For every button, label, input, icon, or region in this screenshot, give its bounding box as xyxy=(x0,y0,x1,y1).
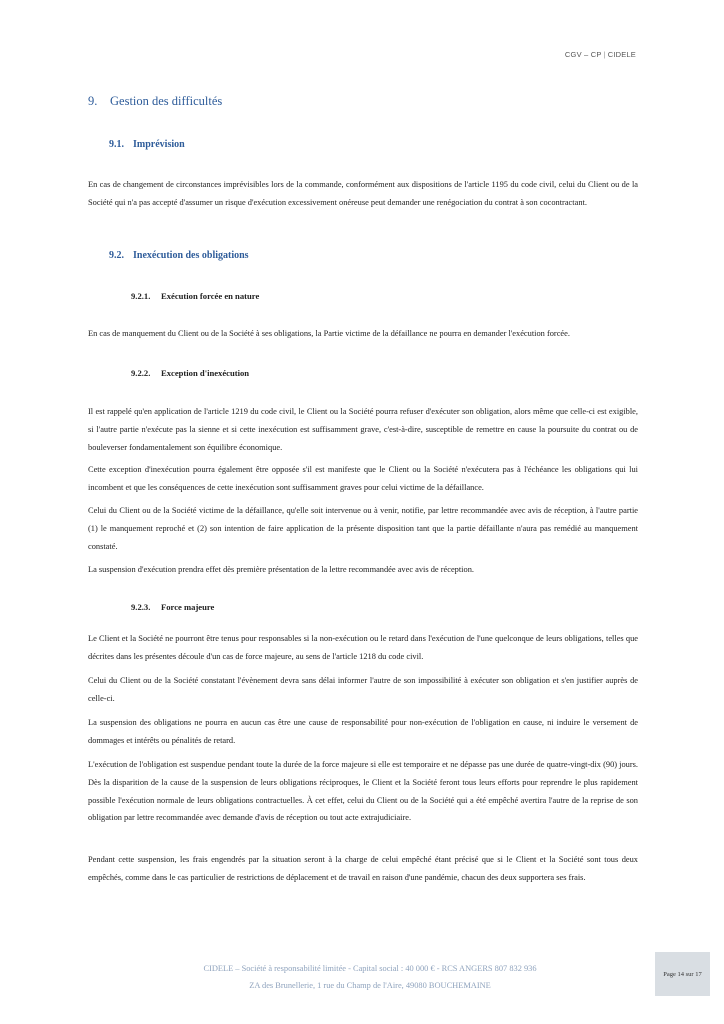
paragraph-force-majeure-3: La suspension des obligations ne pourra en aucun cas être une cause de responsabilité pour non-exécution de l'obligation en cause, ni induire le versement de dommages et intérêts ou pénalités de retard. xyxy=(88,718,638,745)
subsubsection-title: Exception d'inexécution xyxy=(161,368,250,378)
subsection-heading-9-2 xyxy=(109,250,249,261)
subsection-title: Imprévision xyxy=(133,139,185,150)
paragraph-force-majeure-1: Le Client et la Société ne pourront être tenus pour responsables si la non-exécution ou le retard dans l'exécution de l'une quelconque de leurs obligations, telles que décrites dans les présentes découle d'un cas de force majeure, au sens de l'article 1218 du code civil. xyxy=(88,634,638,661)
footer-company-info: CIDELE – Société à responsabilité limitée - Capital social : 40 000 € - RCS ANGERS 807 832 936 xyxy=(203,964,537,973)
section-title: Gestion des difficultés xyxy=(110,94,223,108)
paragraph-force-majeure-5: Pendant cette suspension, les frais engendrés par la situation seront à la charge de celui empêché étant précisé que si le Client et la Société sont tous deux empêchés, comme dans le cas particulier de restrictions de déplacement et de travail en raison d'une pandémie, chacun des deux supportera ses frais. xyxy=(88,855,638,882)
subsubsection-heading-9-2-1 xyxy=(131,291,259,301)
paragraph-exception-1: Il est rappelé qu'en application de l'article 1219 du code civil, le Client ou la Société pourra refuser d'exécuter son obligation, alors même que celle-ci est exigible, si l'autre partie n'exécute pas la sienne et si cette inexécution est suffisamment grave, c'est-à-dire, susceptible de remettre en cause la poursuite du contrat ou de bouleverser fondamentalement son équilibre économique. xyxy=(88,407,638,452)
subsubsection-number: 9.2.2. xyxy=(131,368,151,378)
subsubsection-title: Force majeure xyxy=(161,602,215,612)
header-doc-code: CGV – CP xyxy=(564,50,602,59)
subsubsection-number: 9.2.3. xyxy=(131,602,151,612)
subsection-heading-9-1 xyxy=(109,139,185,150)
paragraph-execution-forcee: En cas de manquement du Client ou de la Société à ses obligations, la Partie victime de la défaillance ne pourra en demander l'exécution forcée. xyxy=(88,329,570,338)
paragraph-exception-3: Celui du Client ou de la Société victime de la défaillance, qu'elle soit intervenue ou à venir, notifie, par lettre recommandée avec avis de réception, à l'autre partie (1) le manquement reproché et (2) son intention de faire application de la présente disposition tant que la partie défaillante n'aura pas remédié au manquement constaté. xyxy=(88,506,638,551)
header-reference xyxy=(565,50,636,59)
paragraph-force-majeure-2: Celui du Client ou de la Société constatant l'évènement devra sans délai informer l'autre de son impossibilité à exécuter son obligation et s'en justifier auprès de celle-ci. xyxy=(88,676,638,703)
header-separator: | xyxy=(603,50,606,59)
subsection-title: Inexécution des obligations xyxy=(133,250,249,261)
page-footer xyxy=(150,960,590,994)
footer-address: ZA des Brunellerie, 1 rue du Champ de l'Aire, 49080 BOUCHEMAINE xyxy=(249,981,491,990)
section-heading xyxy=(88,94,222,109)
subsection-number: 9.1. xyxy=(109,139,124,150)
paragraph-exception-4: La suspension d'exécution prendra effet dès première présentation de la lettre recommandée avec avis de réception. xyxy=(88,565,474,574)
subsubsection-heading-9-2-2 xyxy=(131,368,249,378)
page-number-box xyxy=(655,952,710,996)
section-number: 9. xyxy=(88,94,98,108)
subsubsection-title: Exécution forcée en nature xyxy=(161,291,260,301)
header-company: CIDELE xyxy=(607,50,636,59)
paragraph-imprevision: En cas de changement de circonstances imprévisibles lors de la commande, conformément aux dispositions de l'article 1195 du code civil, celui du Client ou de la Société qui n'a pas accepté d'assumer un risque d'exécution excessivement onéreuse peut demander une renégociation du contrat à son cocontractant. xyxy=(88,180,638,207)
paragraph-force-majeure-4: L'exécution de l'obligation est suspendue pendant toute la durée de la force majeure si elle est temporaire et ne dépasse pas une durée de quatre-vingt-dix (90) jours. Dès la disparition de la cause de la suspension de leurs obligations réciproques, le Client et la Société feront tous leurs efforts pour reprendre le plus rapidement possible l'exécution normale de leurs obligations contractuelles. À cet effet, celui du Client ou de la Société qui a été empêché avertira l'autre de la reprise de son obligation par lettre recommandée avec demande d'avis de réception ou tout acte extrajudiciaire. xyxy=(88,760,638,823)
subsection-number: 9.2. xyxy=(109,250,124,261)
subsubsection-heading-9-2-3 xyxy=(131,602,214,612)
page-number: Page 14 sur 17 xyxy=(663,970,702,978)
subsubsection-number: 9.2.1. xyxy=(131,291,151,301)
paragraph-exception-2: Cette exception d'inexécution pourra également être opposée s'il est manifeste que le Client ou la Société n'exécutera pas à l'échéance les obligations qui lui incombent et que les conséquences de cette inexécution sont suffisamment graves pour celui victime de la défaillance. xyxy=(88,465,638,492)
